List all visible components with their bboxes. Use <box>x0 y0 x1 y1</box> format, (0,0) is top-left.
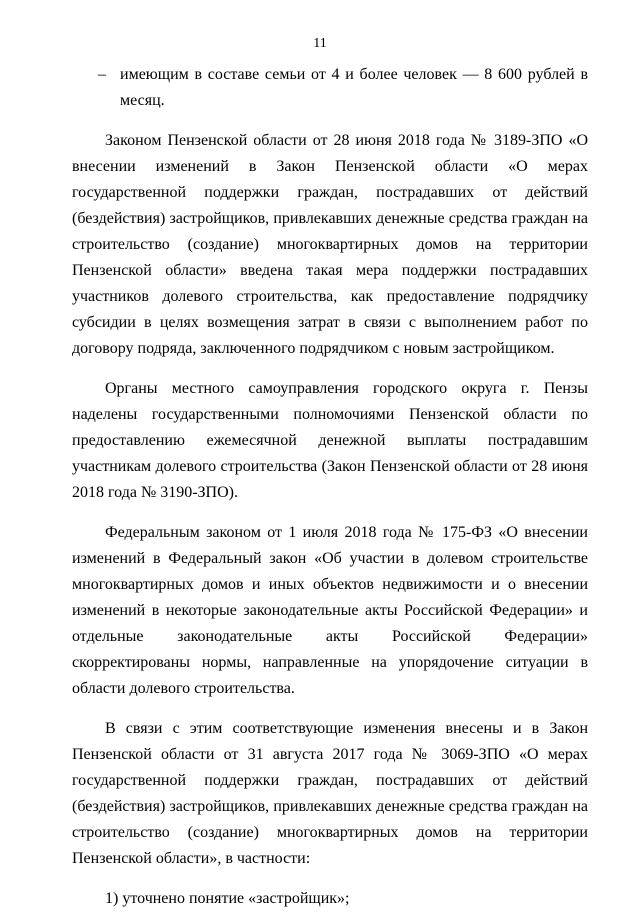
paragraph-local-authorities: Органы местного самоуправления городского округа г. Пензы наделены государственными полномочиями Пензенской области по предоставлению ежемесячной денежной выплаты пострадавшим участникам долевого строительства (Закон Пензенской области от 28 июня 2018 года № 3190-ЗПО). <box>72 380 588 501</box>
bullet-marker: – <box>98 66 106 83</box>
paragraph-federal-law-175: Федеральным законом от 1 июля 2018 года № 175-ФЗ «О внесении изменений в Федеральный закон «Об участии в долевом строительстве многоквартирных домов и иных объектов недвижимости и о внесении изменений в некоторые законодательные акты Российской Федерации» и отдельные законодательные акты Российской Федерации» скорректированы нормы, направленные на упорядочение ситуации в области долевого строительства. <box>72 524 588 697</box>
bullet-item <box>72 62 588 114</box>
page-number: 11 <box>313 36 327 51</box>
paragraph-law-3189: Законом Пензенской области от 28 июня 2018 года № 3189-ЗПО «О внесении изменений в Закон Пензенской области «О мерах государственной поддержки граждан, пострадавших от действий (бездействия) застройщиков, привлекавших денежные средства граждан на строительство (создание) многоквартирных домов на территории Пензенской области» введена такая мера поддержки пострадавших участников долевого строительства, как предоставление подрядчику субсидии в целях возмещения затрат в связи с выполнением работ по договору подряда, заключенного подрядчиком с новым застройщиком. <box>72 132 588 357</box>
numbered-item-1: 1) уточнено понятие «застройщик»; <box>105 890 350 907</box>
paragraph-law-3069-changes: В связи с этим соответствующие изменения внесены и в Закон Пензенской области от 31 августа 2017 года № 3069-ЗПО «О мерах государственной поддержки граждан, пострадавших от действий (бездействия) застройщиков, привлекавших денежные средства граждан на строительство (создание) многоквартирных домов на территории Пензенской области», в частности: <box>72 720 588 867</box>
bullet-text: имеющим в составе семьи от 4 и более человек — 8 600 рублей в месяц. <box>120 66 588 109</box>
document-body <box>72 62 588 912</box>
